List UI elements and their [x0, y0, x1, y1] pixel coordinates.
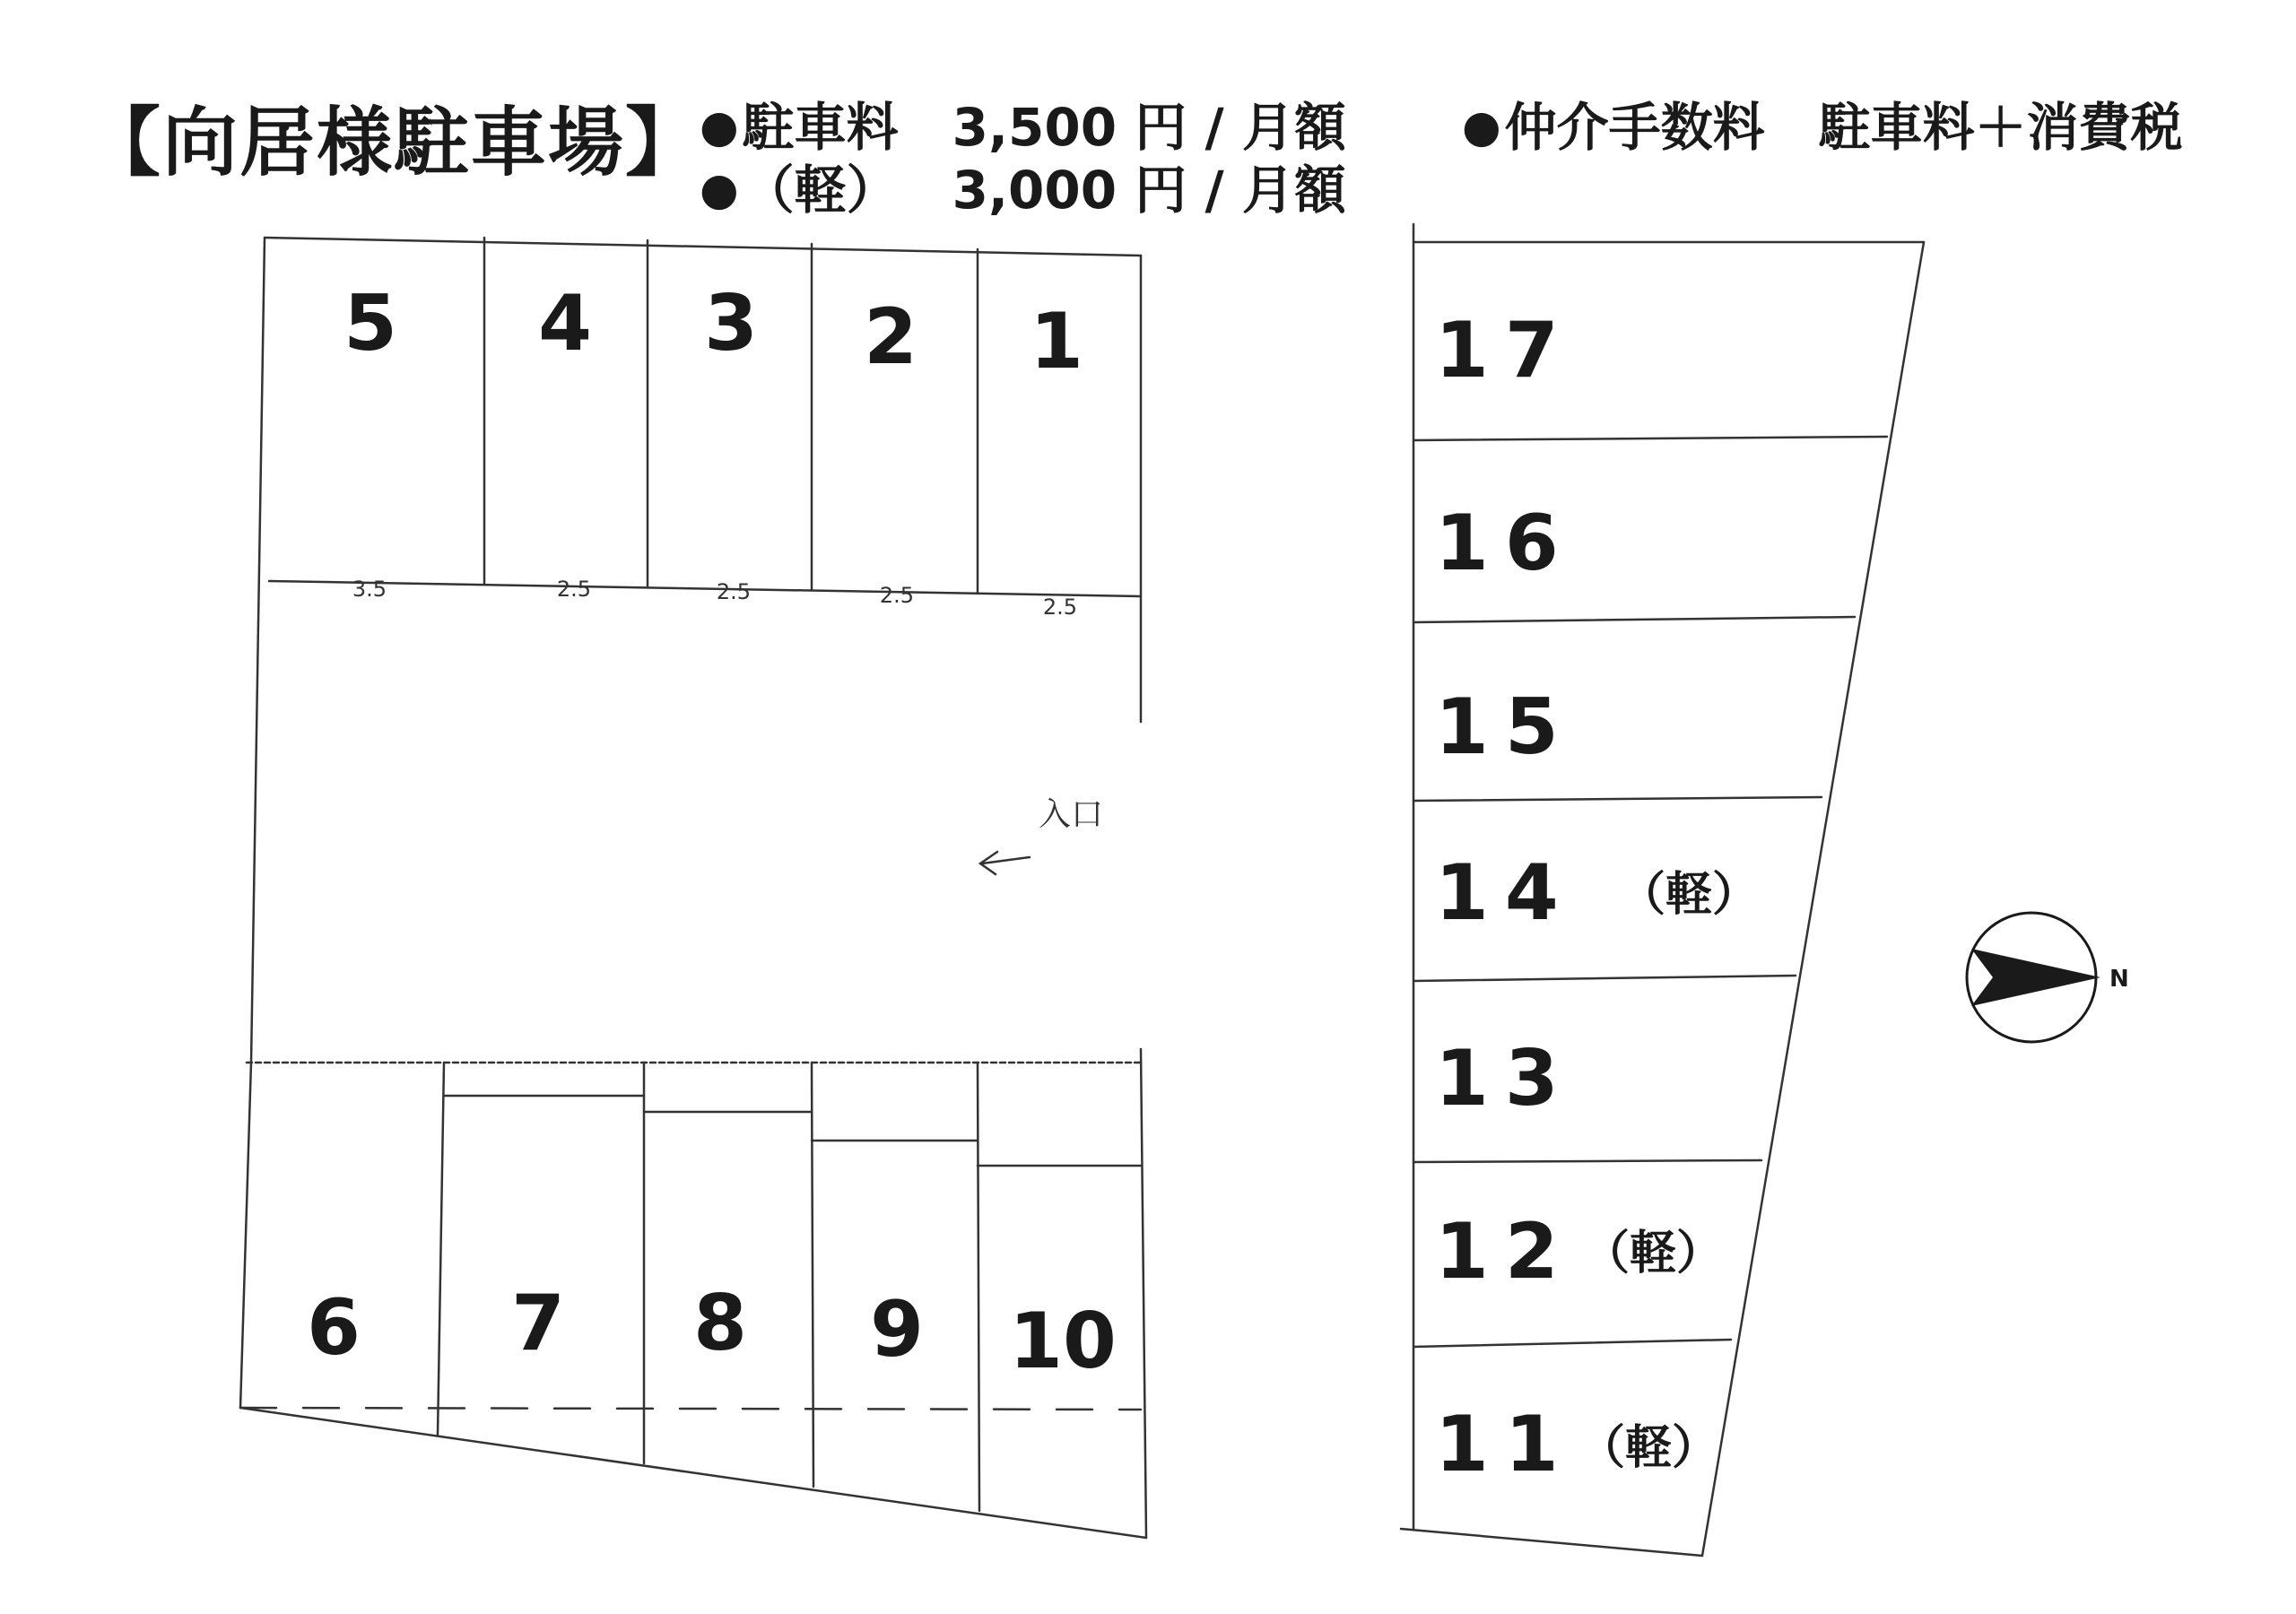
- space-number-5: 5: [344, 279, 397, 369]
- right-lot-bottom-edge: [1401, 1529, 1702, 1556]
- fee-kei-value: 3,000 円 / 月額: [952, 160, 1346, 221]
- compass-north-arrow-icon: [1967, 913, 2129, 1042]
- right-divider: [1413, 437, 1887, 440]
- bottom-divider: [438, 1063, 444, 1435]
- space-number-12: 12: [1435, 1207, 1575, 1297]
- bullet-icon: ●: [1462, 100, 1501, 152]
- fee-standard-value: 3,500 円 / 月額: [952, 97, 1346, 158]
- fee-standard-label: 駐車料: [742, 97, 899, 158]
- width-label-5: 3.5: [352, 577, 387, 602]
- space-number-15: 15: [1435, 682, 1575, 772]
- width-label-4: 2.5: [556, 577, 592, 602]
- width-label-2: 2.5: [879, 583, 915, 608]
- bottom-divider: [812, 1063, 813, 1487]
- bottom-row-baseline: [240, 1408, 1141, 1410]
- width-label-3: 2.5: [716, 579, 752, 604]
- space-number-3: 3: [704, 279, 758, 369]
- space-number-14: 14: [1435, 848, 1575, 938]
- right-divider: [1413, 976, 1796, 981]
- page-title: 【向居様駐車場】: [85, 99, 703, 187]
- kei-label-14: （軽）: [1619, 868, 1760, 922]
- space-number-7: 7: [511, 1279, 565, 1368]
- kei-label-11: （軽）: [1578, 1421, 1719, 1475]
- top-row-baseline: [269, 581, 1141, 596]
- width-label-1: 2.5: [1042, 594, 1078, 620]
- bullet-icon: ●: [700, 100, 739, 152]
- right-divider: [1413, 1340, 1731, 1347]
- commission-value: 駐車料＋消費税: [1818, 97, 2183, 158]
- space-number-1: 1: [1030, 297, 1083, 386]
- space-number-13: 13: [1435, 1034, 1575, 1124]
- left-lot-right-edge-lower: [1141, 1049, 1146, 1538]
- left-lot-left-edge-lower: [240, 1063, 251, 1408]
- entrance-label: 入口: [1039, 796, 1104, 833]
- commission-label: 仲介手数料: [1504, 97, 1765, 158]
- right-divider: [1413, 617, 1855, 622]
- space-number-2: 2: [864, 292, 918, 382]
- right-divider: [1413, 797, 1822, 801]
- fee-kei-label: （軽）: [742, 160, 899, 221]
- kei-label-12: （軽）: [1583, 1227, 1724, 1280]
- bottom-divider: [978, 1063, 979, 1511]
- space-number-6: 6: [307, 1283, 361, 1373]
- space-number-8: 8: [693, 1279, 747, 1368]
- compass-label: N: [2109, 966, 2129, 993]
- left-lot-bottom-edge: [240, 1408, 1146, 1538]
- space-number-17: 17: [1435, 306, 1575, 395]
- space-number-10: 10: [1009, 1297, 1117, 1386]
- space-number-11: 11: [1435, 1400, 1575, 1489]
- left-lot-left-edge: [251, 238, 265, 1063]
- bullet-icon: ●: [700, 163, 739, 215]
- left-lot-top-edge: [265, 238, 1141, 256]
- right-divider: [1413, 1160, 1761, 1162]
- space-number-4: 4: [538, 279, 592, 369]
- space-number-9: 9: [870, 1285, 924, 1375]
- space-number-16: 16: [1435, 499, 1575, 588]
